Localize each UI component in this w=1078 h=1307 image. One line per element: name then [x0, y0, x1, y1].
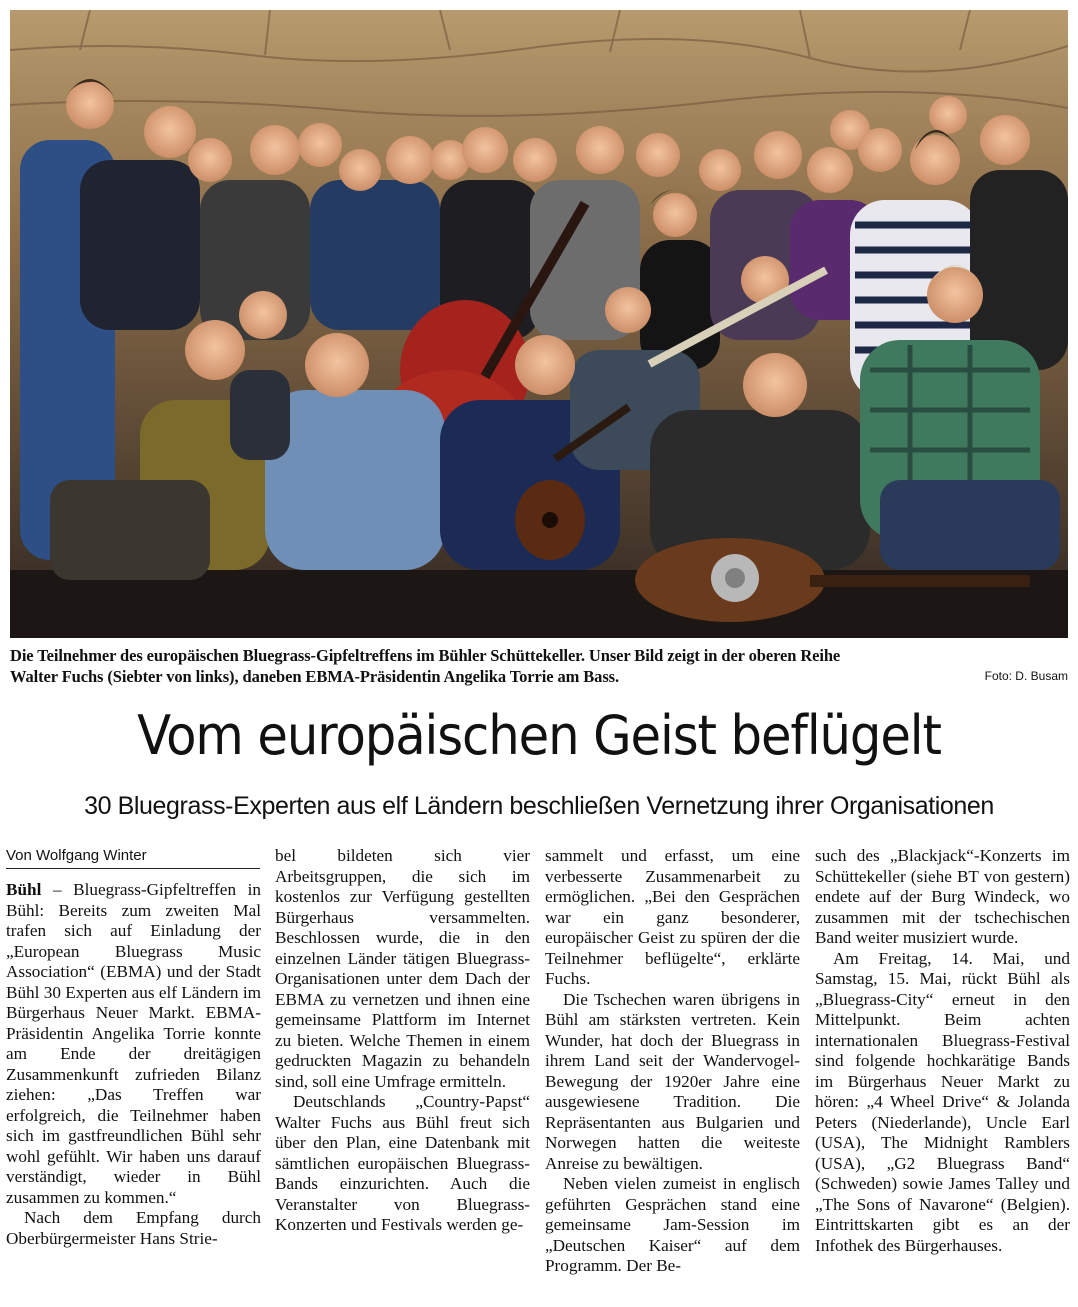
paragraph-2: Am Freitag, 14. Mai, und Samstag, 15. Mai, rückt Bühl als „Bluegrass-City“ erneut in den Mittelpunkt. Beim achten internationalen Bluegrass-Festival sind folgende hochkarätige Bands im Bürgerhaus Neuer Markt zu hören: „4 Wheel Drive“ & Jolanda Peters (Niederlande), Uncle Earl (USA), The Midnight Ramblers (USA), „G2 Bluegrass Band“ (Schweden) sowie James Talley und „The Sons of Navarone“ (Belgien). Eintrittskarten gibt es an der Infothek des Bürgerhauses.: [815, 948, 1070, 1255]
photo-caption: [10, 645, 1068, 687]
article-column-4: [815, 846, 1070, 1256]
subheadline: 30 Bluegrass-Experten aus elf Ländern beschließen Vernetzung ihrer Organisationen: [84, 792, 994, 820]
paragraph-2: Nach dem Empfang durch Oberbürgermeister Hans Strie-: [6, 1208, 261, 1248]
caption-line-2: Walter Fuchs (Siebter von links), daneben EBMA-Präsidentin Angelika Torrie am Bass.: [10, 667, 619, 686]
group-photo: [10, 10, 1068, 638]
paragraph-2: Die Tschechen waren übrigens in Bühl am stärksten vertreten. Kein Wunder, hat doch der Bluegrass in ihrem Land seit der Wandervogel-Bewegung der 1920er Jahre eine ausgewiesene Tradition. Die Repräsentanten aus Bulgarien und Norwegen hatten die weiteste Anreise zu bewältigen.: [545, 989, 800, 1173]
paragraph-2: Deutschlands „Country-Papst“ Walter Fuchs aus Bühl freut sich über den Plan, eine Datenbank mit sämtlichen europäischen Bluegrass-Bands einzurichten. Auch die Veranstalter von Bluegrass-Konzerten und Festivals werden ge-: [275, 1092, 530, 1234]
paragraph-3: Neben vielen zumeist in englisch geführten Gesprächen stand eine gemeinsame Jam-Session im „Deutschen Kaiser“ auf dem Programm. Der Be-: [545, 1174, 800, 1275]
article-column-2: [275, 846, 530, 1236]
group-photo-icon: [10, 10, 1068, 638]
paragraph-1: bel bildeten sich vier Arbeitsgruppen, die sich im kostenlos zur Verfügung gestellten Bürgerhaus versammelten. Beschlossen wurde, die in den einzelnen Länder tätigen Bluegrass-Organisationen unter dem Dach der EBMA zu vernetzen und ihnen eine gemeinsame Plattform im Internet zu bieten. Welche Themen in einem gedruckten Magazin zu behandeln sind, soll eine Umfrage ermitteln.: [275, 846, 530, 1091]
paragraph-text: – Bluegrass-Gipfeltreffen in Bühl: Bereits zum zweiten Mal trafen sich auf Einladung der „European Bluegrass Music Association“ (EBMA) und der Stadt Bühl 30 Experten aus elf Ländern im Bürgerhaus Neuer Markt. EBMA-Präsidentin Angelika Torrie konnte am Ende der dreitägigen Zusammenkunft zufrieden Bilanz ziehen: „Das Treffen war erfolgreich, die Teilnehmer haben sich im gastfreundlichen Bühl sehr wohl gefühlt. Wir haben uns darauf verständigt, wieder in Bühl zusammen zu kommen.“: [6, 880, 261, 1207]
dateline: Bühl: [6, 880, 42, 899]
paragraph-1: sammelt und erfasst, um eine verbesserte Zusammenarbeit zu ermöglichen. „Bei den Gesprächen war ein ganz besonderer, europäischer Geist zu spüren der die Teilnehmer beflügelte“, erklärte Fuchs.: [545, 846, 800, 988]
paragraph-1: [6, 880, 261, 1208]
byline: Von Wolfgang Winter: [6, 846, 260, 869]
headline: Vom europäischen Geist beflügelt: [137, 704, 941, 767]
photo-credit: Foto: D. Busam: [984, 669, 1068, 683]
paragraph-1: such des „Blackjack“-Konzerts im Schüttekeller (siehe BT von gestern) endete auf der Burg Windeck, wo zusammen mit der tschechischen Band weiter musiziert wurde.: [815, 846, 1070, 947]
article-column-1: [6, 880, 261, 1249]
caption-line-1: Die Teilnehmer des europäischen Bluegrass-Gipfeltreffens im Bühler Schüttekeller. Unser Bild zeigt in der oberen Reihe: [10, 646, 841, 665]
article-column-3: [545, 846, 800, 1277]
